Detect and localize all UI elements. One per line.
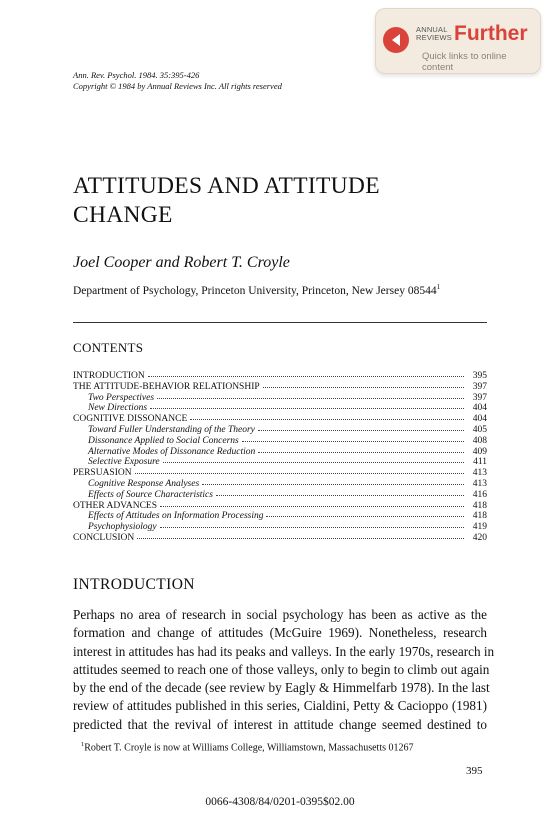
body-line: formation and change of attitudes (McGuire 1969). Nonetheless, research: [73, 625, 487, 641]
annual-reviews-logo: ANNUAL REVIEWS: [416, 25, 452, 42]
further-subtitle: Quick links to online content: [422, 51, 507, 73]
toc-entry-label: OTHER ADVANCES: [73, 500, 158, 511]
toc-entry-page: 413: [472, 478, 487, 489]
toc-leader-dots: [266, 508, 464, 517]
toc-leader-dots: [150, 400, 464, 409]
body-line: review of attitudes published in this series, Cialdini, Petty & Cacioppo (1981): [73, 698, 487, 714]
toc-entry-page: 419: [472, 522, 487, 533]
body-line: Perhaps no area of research in social psychology has been as active as the: [73, 607, 487, 622]
toc-entry-label: THE ATTITUDE-BEHAVIOR RELATIONSHIP: [73, 381, 260, 392]
toc-entry-label: Two Perspectives: [88, 392, 155, 403]
citation: [73, 70, 282, 92]
toc-entry-page: 397: [472, 381, 487, 392]
toc-leader-dots: [157, 390, 464, 399]
toc-entry-label: Alternative Modes of Dissonance Reduction: [88, 446, 256, 457]
body-paragraph: [73, 606, 495, 734]
citation-journal: Ann. Rev. Psychol. 1984. 35:395-426: [73, 70, 200, 80]
body-line: predicted that the revival of interest in attitude change seemed destined to: [73, 716, 487, 732]
authors: Joel Cooper and Robert T. Croyle: [73, 254, 290, 271]
contents-heading: CONTENTS: [73, 340, 144, 355]
toc-entry-page: 408: [472, 435, 487, 446]
affiliation-footnote-mark[interactable]: 1: [436, 283, 441, 291]
toc-entry-page: 411: [473, 457, 487, 468]
affiliation: [73, 283, 440, 297]
toc-leader-dots: [263, 379, 464, 388]
section-heading-introduction: INTRODUCTION: [73, 576, 195, 593]
article-title-line2: CHANGE: [73, 202, 173, 228]
toc-leader-dots: [148, 368, 464, 377]
citation-copyright: Copyright © 1984 by Annual Reviews Inc. All rights reserved: [73, 81, 282, 91]
toc-entry-page: 413: [472, 468, 487, 479]
toc-leader-dots: [258, 444, 464, 453]
toc-entry-page: 404: [472, 403, 487, 414]
toc-entry-label: COGNITIVE DISSONANCE: [73, 414, 188, 425]
toc-entry-page: 416: [472, 489, 487, 500]
toc-entry-page: 405: [472, 424, 487, 435]
further-label: Further: [454, 22, 528, 45]
toc-entry-page: 418: [472, 500, 487, 511]
toc-leader-dots: [160, 498, 464, 507]
toc-entry-label: Effects of Source Characteristics: [88, 489, 213, 500]
toc-entry-label: New Directions: [88, 403, 148, 414]
annual-reviews-further-badge[interactable]: [375, 8, 541, 74]
toc-leader-dots: [135, 465, 464, 474]
toc-entry-page: 404: [472, 414, 487, 425]
footnote-text: Robert T. Croyle is now at Williams College, Williamstown, Massachusetts 01267: [84, 742, 414, 754]
back-arrow-icon: [383, 27, 409, 53]
toc-entry-label: Selective Exposure: [88, 457, 160, 468]
toc-leader-dots: [163, 454, 464, 463]
toc-entry-label: INTRODUCTION: [73, 371, 145, 381]
toc-leader-dots: [190, 411, 464, 420]
issn-code: 0066-4308/84/0201-0395$02.00: [205, 796, 355, 808]
toc-entry-page: 420: [472, 532, 487, 543]
toc-entry-page: 395: [472, 371, 487, 381]
toc-entry-label: Effects of Attitudes on Information Processing: [88, 511, 264, 522]
toc-entry-label: PERSUASION: [73, 468, 132, 479]
toc-entry-page: 397: [472, 392, 487, 403]
toc-leader-dots: [137, 530, 464, 539]
toc-entry-page: 409: [472, 446, 487, 457]
footnote: [81, 741, 414, 753]
divider: [73, 322, 487, 323]
body-line: attitudes seemed to reach one of those valleys, only to begin to climb out again: [73, 661, 490, 677]
toc-entry-page: 418: [472, 511, 487, 522]
article-title-line1: ATTITUDES AND ATTITUDE: [73, 173, 380, 199]
body-line: interest in attitudes has had its peaks and valleys. In the early 1970s, research in: [73, 643, 495, 659]
toc-entry-label: Cognitive Response Analyses: [88, 478, 200, 489]
page-number: 395: [466, 765, 483, 777]
toc-entry-label: Toward Fuller Understanding of the Theory: [88, 424, 255, 435]
article-title: [73, 172, 433, 230]
toc-leader-dots: [216, 487, 464, 496]
toc-leader-dots: [258, 422, 464, 431]
toc-leader-dots: [160, 519, 464, 528]
toc-leader-dots: [242, 433, 464, 442]
toc-entry-label: Dissonance Applied to Social Concerns: [88, 435, 239, 446]
body-line: by the end of the decade (see review by Eagly & Himmelfarb 1978). In the last: [73, 680, 490, 696]
toc-leader-dots: [202, 476, 464, 485]
toc-entry-label: Psychophysiology: [88, 522, 157, 533]
affiliation-text: Department of Psychology, Princeton University, Princeton, New Jersey 08544: [73, 284, 437, 297]
table-of-contents: [73, 369, 487, 542]
toc-entry-label: CONCLUSION: [73, 532, 135, 543]
footnote-mark: 1: [81, 741, 85, 748]
